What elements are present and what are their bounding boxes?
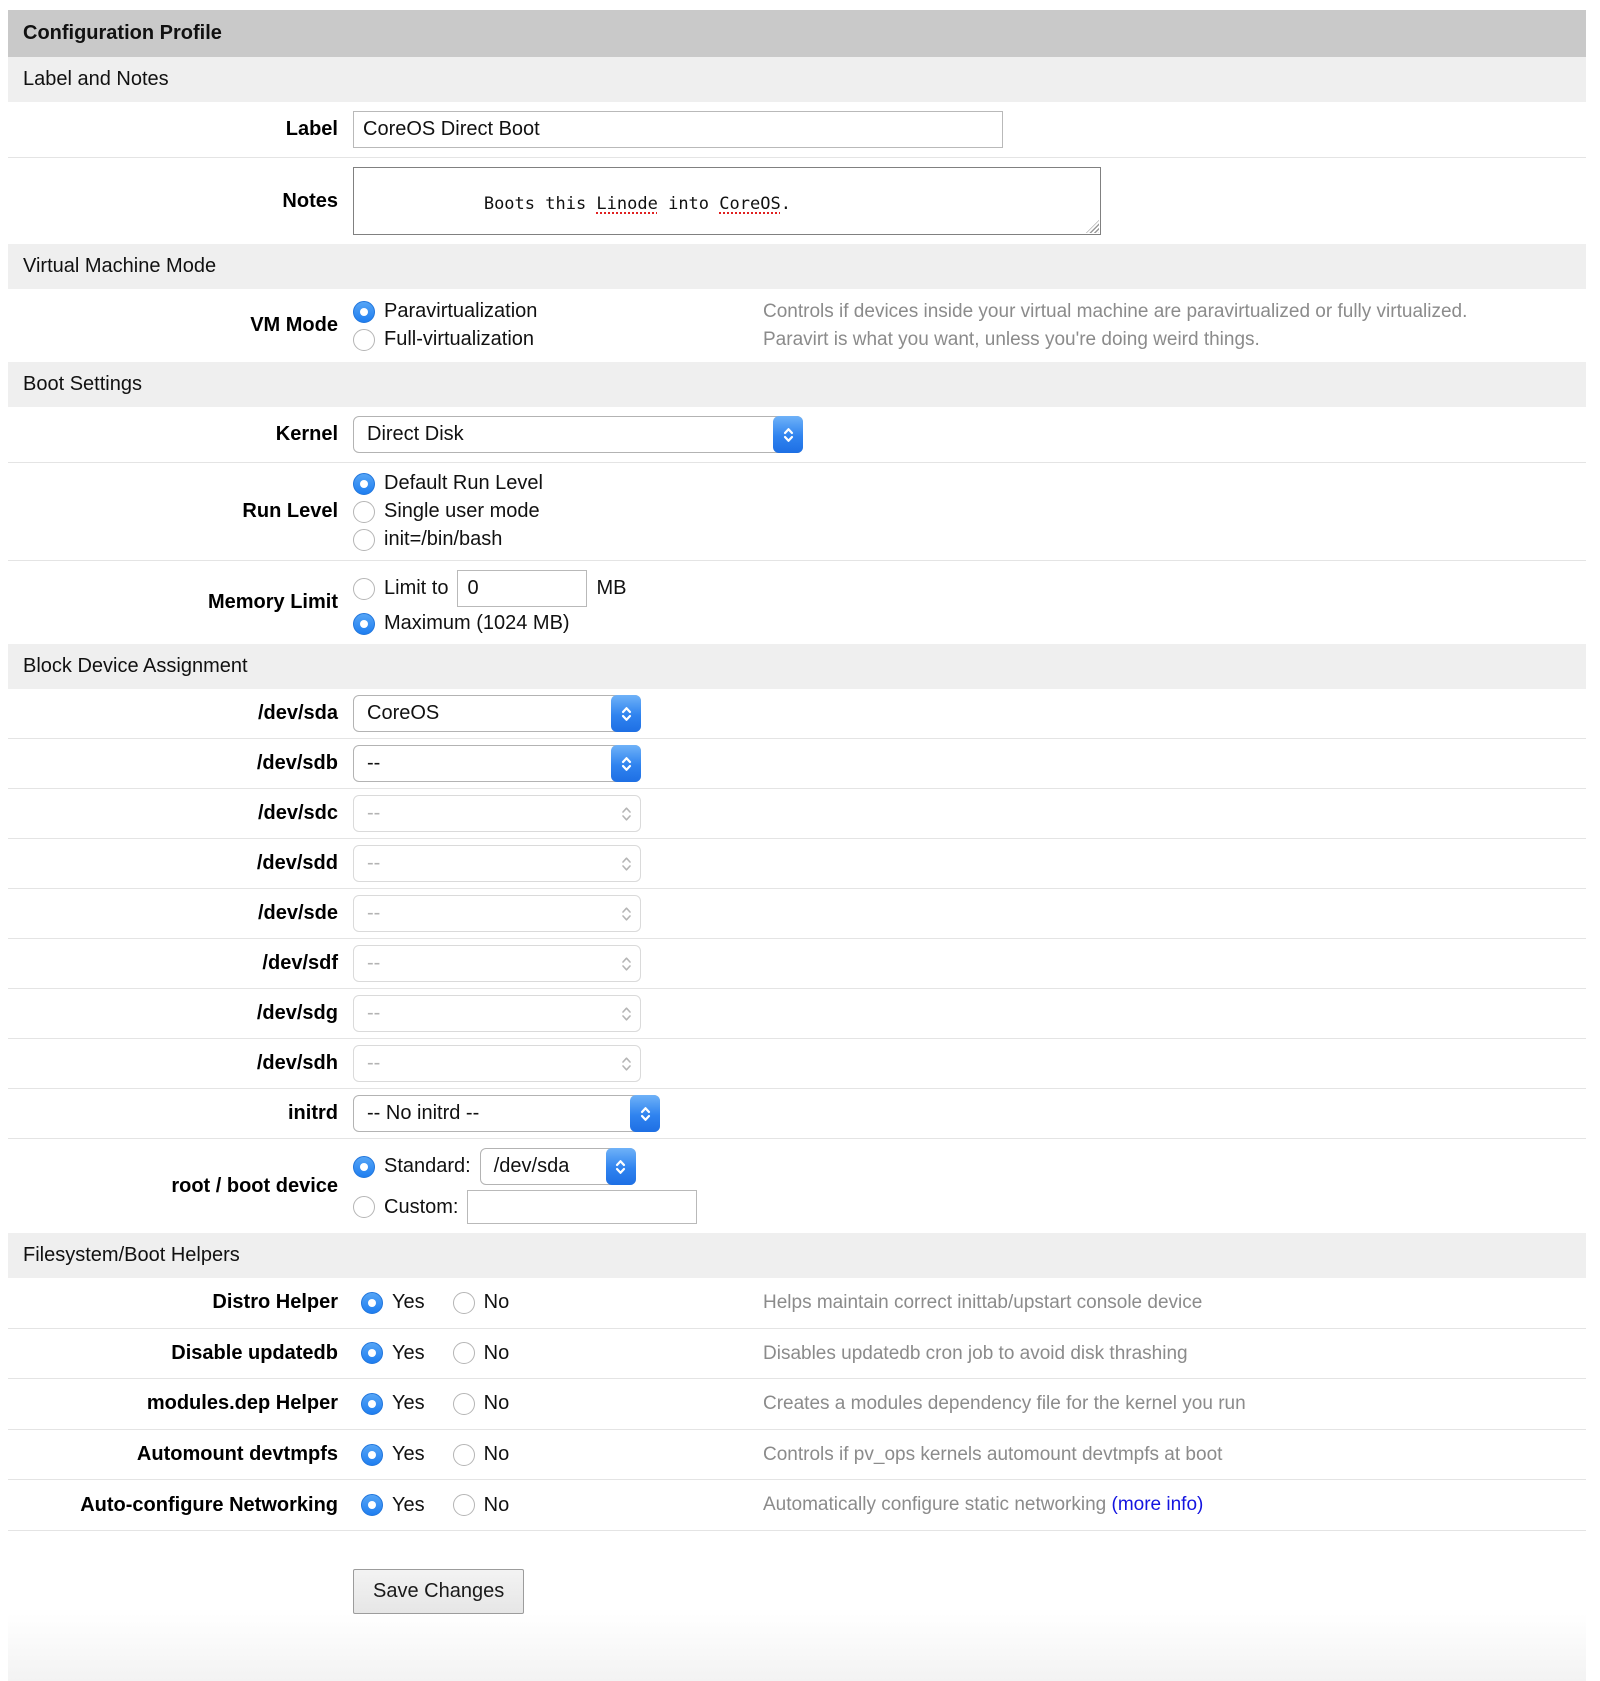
page-title: Configuration Profile — [8, 10, 1586, 57]
dev-sdg-select-value: -- — [367, 1002, 381, 1025]
automount-devtmpfs-no-label: No — [483, 1443, 510, 1465]
root-device-select-value: /dev/sda — [493, 1155, 570, 1178]
automount-devtmpfs-label: Automount devtmpfs — [136, 1443, 338, 1465]
select-stepper-icon — [611, 695, 641, 732]
select-stepper-icon — [630, 1095, 660, 1132]
memory-limit-to-radio[interactable] — [353, 578, 375, 600]
disable-updatedb-yes-label: Yes — [392, 1341, 425, 1364]
dev-sdg-row — [8, 988, 1586, 1038]
select-stepper-icon — [611, 1045, 641, 1082]
section-boot-settings — [8, 362, 1586, 644]
initrd-select[interactable] — [353, 1095, 660, 1132]
distro-helper-row — [8, 1278, 1586, 1328]
notes-text: . — [780, 194, 791, 215]
section-header-boot-settings: Boot Settings — [8, 362, 1586, 407]
auto-configure-networking-label: Auto-configure Networking — [80, 1493, 338, 1516]
auto-configure-networking-help-text — [763, 1491, 1219, 1519]
dev-sde-row — [8, 888, 1586, 938]
select-stepper-icon — [611, 895, 641, 932]
dev-sdh-select — [353, 1045, 641, 1082]
select-stepper-icon — [611, 745, 641, 782]
disable-updatedb-no-radio[interactable] — [453, 1342, 475, 1364]
root-device-select[interactable] — [480, 1148, 636, 1185]
notes-text-spellcheck: Linode — [596, 194, 658, 215]
dev-sdb-row — [8, 738, 1586, 788]
run-level-single-user-radio[interactable] — [353, 501, 375, 523]
dev-sdd-label: /dev/sdd — [256, 852, 338, 875]
automount-devtmpfs-no-radio[interactable] — [453, 1444, 475, 1466]
dev-sdd-select-value: -- — [367, 852, 381, 875]
section-block-device-assignment — [8, 644, 1586, 1233]
dev-sdc-select — [353, 795, 641, 832]
vm-mode-full-virtualization-label: Full-virtualization — [384, 328, 535, 351]
dev-sde-select-value: -- — [367, 902, 381, 925]
notes-text: Boots this — [483, 194, 597, 215]
automount-devtmpfs-yes-label: Yes — [392, 1443, 425, 1465]
dev-sdf-select — [353, 945, 641, 982]
dev-sda-row — [8, 689, 1586, 738]
disable-updatedb-label: Disable updatedb — [171, 1341, 338, 1364]
kernel-select-value: Direct Disk — [367, 423, 464, 446]
run-level-init-bash-radio[interactable] — [353, 529, 375, 551]
dev-sde-select — [353, 895, 641, 932]
auto-configure-networking-no-label: No — [483, 1493, 510, 1516]
run-level-label: Run Level — [242, 500, 338, 523]
resize-handle-icon[interactable] — [1086, 220, 1099, 233]
dev-sdb-select-value: -- — [367, 752, 381, 775]
vm-mode-paravirtualization-label: Paravirtualization — [384, 300, 538, 323]
select-stepper-icon — [611, 845, 641, 882]
auto-configure-networking-yes-label: Yes — [392, 1493, 425, 1516]
vm-mode-row — [8, 289, 1586, 362]
run-level-default-radio[interactable] — [353, 473, 375, 495]
disable-updatedb-yes-radio[interactable] — [361, 1342, 383, 1364]
label-row — [8, 102, 1586, 157]
dev-sdd-row — [8, 838, 1586, 888]
modules-dep-helper-no-label: No — [483, 1392, 510, 1415]
disable-updatedb-no-label: No — [483, 1341, 510, 1364]
dev-sdc-select-value: -- — [367, 802, 381, 825]
memory-limit-input[interactable] — [457, 570, 587, 607]
select-stepper-icon — [773, 416, 803, 453]
memory-limit-row — [8, 560, 1586, 644]
select-stepper-icon — [606, 1148, 636, 1185]
dev-sdh-select-value: -- — [367, 1052, 381, 1075]
auto-configure-networking-help-plain: Automatically configure static networking — [763, 1494, 1112, 1516]
more-info-link[interactable]: (more info) — [1111, 1494, 1204, 1516]
vm-mode-full-virtualization-radio[interactable] — [353, 329, 375, 351]
dev-sdd-select — [353, 845, 641, 882]
dev-sdf-select-value: -- — [367, 952, 381, 975]
notes-field-label: Notes — [282, 189, 338, 212]
vm-mode-help-text: Controls if devices inside your virtual machine are paravirtualized or fully virtualized. Paravirt is what you want, unless you're doing weird things. — [763, 301, 1468, 350]
modules-dep-helper-no-radio[interactable] — [453, 1393, 475, 1415]
distro-helper-help-text: Helps maintain correct inittab/upstart console device — [763, 1292, 1203, 1314]
notes-row — [8, 157, 1586, 244]
disable-updatedb-help-text: Disables updatedb cron job to avoid disk thrashing — [763, 1342, 1188, 1364]
modules-dep-helper-label: modules.dep Helper — [146, 1392, 338, 1415]
dev-sda-label: /dev/sda — [257, 702, 338, 725]
root-standard-label: Standard: — [384, 1155, 471, 1178]
notes-textarea[interactable] — [353, 167, 1101, 235]
memory-maximum-label: Maximum (1024 MB) — [384, 612, 570, 635]
vm-mode-label: VM Mode — [250, 314, 338, 337]
disable-updatedb-row — [8, 1328, 1586, 1379]
save-changes-button[interactable]: Save Changes — [353, 1569, 524, 1614]
distro-helper-no-label: No — [483, 1291, 510, 1314]
modules-dep-helper-yes-radio[interactable] — [361, 1393, 383, 1415]
initrd-row — [8, 1088, 1586, 1138]
dev-sdc-row — [8, 788, 1586, 838]
memory-limit-label: Memory Limit — [207, 591, 338, 614]
initrd-select-value: -- No initrd -- — [367, 1102, 480, 1125]
select-stepper-icon — [611, 995, 641, 1032]
initrd-label: initrd — [288, 1102, 338, 1125]
section-label-and-notes — [8, 57, 1586, 244]
dev-sdb-label: /dev/sdb — [256, 752, 338, 775]
dev-sde-label: /dev/sde — [257, 902, 338, 925]
memory-maximum-radio[interactable] — [353, 613, 375, 635]
distro-helper-yes-label: Yes — [392, 1291, 425, 1314]
notes-text-spellcheck: CoreOS — [719, 194, 781, 215]
automount-devtmpfs-row — [8, 1429, 1586, 1480]
dev-sdc-label: /dev/sdc — [257, 802, 338, 825]
kernel-row — [8, 407, 1586, 462]
dev-sdg-label: /dev/sdg — [256, 1002, 338, 1025]
auto-configure-networking-row — [8, 1479, 1586, 1530]
distro-helper-no-radio[interactable] — [453, 1292, 475, 1314]
auto-configure-networking-yes-radio[interactable] — [361, 1494, 383, 1516]
run-level-default-label: Default Run Level — [384, 472, 543, 495]
root-custom-label: Custom: — [384, 1195, 459, 1218]
dev-sdh-row — [8, 1038, 1586, 1088]
label-field-label: Label — [285, 118, 338, 140]
dev-sda-select-value: CoreOS — [367, 702, 440, 725]
automount-devtmpfs-help-text: Controls if pv_ops kernels automount devtmpfs at boot — [763, 1443, 1223, 1465]
vm-mode-paravirtualization-radio[interactable] — [353, 301, 375, 323]
section-header-block-device-assignment: Block Device Assignment — [8, 644, 1586, 689]
section-filesystem-boot-helpers — [8, 1233, 1586, 1530]
root-custom-radio[interactable] — [353, 1196, 375, 1218]
distro-helper-yes-radio[interactable] — [361, 1292, 383, 1314]
dev-sdg-select — [353, 995, 641, 1032]
automount-devtmpfs-yes-radio[interactable] — [361, 1444, 383, 1466]
section-header-label-and-notes: Label and Notes — [8, 57, 1586, 102]
root-custom-input[interactable] — [467, 1190, 697, 1224]
kernel-label: Kernel — [275, 423, 338, 446]
memory-limit-to-label: Limit to — [384, 577, 449, 600]
run-level-init-bash-label: init=/bin/bash — [384, 528, 503, 551]
dev-sdh-label: /dev/sdh — [256, 1052, 338, 1075]
distro-helper-label: Distro Helper — [212, 1291, 338, 1314]
root-standard-radio[interactable] — [353, 1156, 375, 1178]
memory-limit-unit-label: MB — [596, 577, 627, 600]
modules-dep-helper-yes-label: Yes — [392, 1392, 425, 1415]
modules-dep-helper-row — [8, 1378, 1586, 1429]
kernel-select[interactable] — [353, 416, 803, 453]
dev-sdf-row — [8, 938, 1586, 988]
root-boot-device-label: root / boot device — [171, 1174, 338, 1197]
section-header-virtual-machine-mode: Virtual Machine Mode — [8, 244, 1586, 289]
dev-sdf-label: /dev/sdf — [262, 952, 338, 975]
modules-dep-helper-help-text: Creates a modules dependency file for the kernel you run — [763, 1393, 1246, 1415]
notes-text: into — [657, 194, 720, 215]
section-header-filesystem-boot-helpers: Filesystem/Boot Helpers — [8, 1233, 1586, 1278]
dev-sda-select[interactable] — [353, 695, 641, 732]
run-level-row — [8, 462, 1586, 560]
label-input[interactable] — [353, 111, 1003, 148]
dev-sdb-select[interactable] — [353, 745, 641, 782]
root-boot-device-row — [8, 1138, 1586, 1233]
select-stepper-icon — [611, 945, 641, 982]
section-virtual-machine-mode — [8, 244, 1586, 362]
select-stepper-icon — [611, 795, 641, 832]
run-level-single-user-label: Single user mode — [384, 500, 540, 523]
auto-configure-networking-no-radio[interactable] — [453, 1494, 475, 1516]
save-area — [8, 1530, 1586, 1681]
